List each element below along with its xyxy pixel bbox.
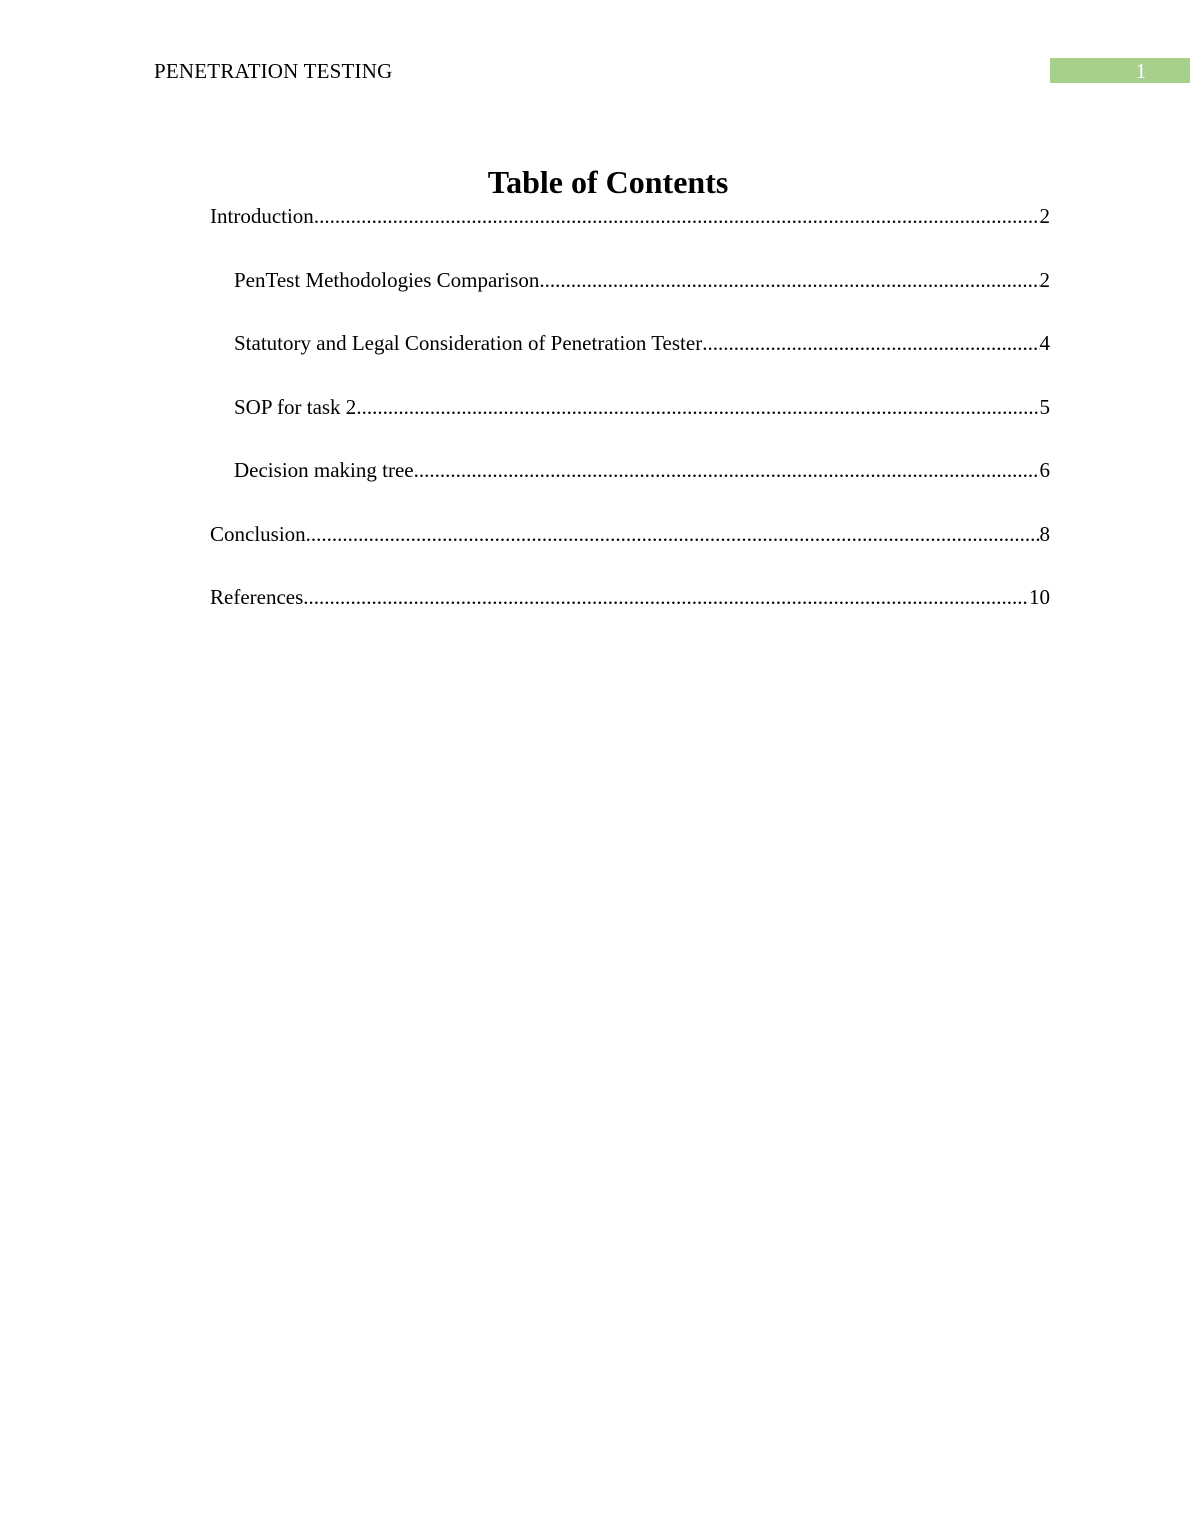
toc-entry-statutory-legal[interactable]	[210, 327, 1050, 391]
toc-entry-conclusion[interactable]	[210, 518, 1050, 582]
toc-entry-label: SOP for task 2	[234, 394, 357, 419]
toc-entry-label: PenTest Methodologies Comparison	[234, 267, 540, 292]
toc-dot-leader	[303, 581, 1029, 613]
toc-dot-leader	[306, 518, 1040, 550]
toc-dot-leader	[414, 454, 1040, 486]
toc-entry-introduction[interactable]	[210, 200, 1050, 264]
toc-entry-page: 6	[1039, 458, 1050, 482]
toc-title: Table of Contents	[487, 164, 729, 200]
toc-entry-page: 2	[1039, 204, 1050, 228]
toc-dot-leader	[356, 391, 1039, 423]
toc-entry-label: Statutory and Legal Consideration of Penetration Tester	[234, 331, 703, 355]
toc-entry-references[interactable]	[210, 581, 1050, 645]
toc-entry-label: Introduction	[210, 204, 314, 228]
toc-entry-page: 8	[1039, 521, 1050, 546]
toc-entry-page: 2	[1039, 267, 1050, 292]
toc-dot-leader	[539, 264, 1039, 296]
toc-entry-page: 10	[1029, 585, 1050, 609]
page-number: 1	[1135, 59, 1147, 83]
toc-list	[210, 200, 1050, 645]
toc-entry-label: Decision making tree	[234, 458, 414, 482]
toc-entry-pentest-methodologies[interactable]	[210, 264, 1050, 328]
toc-dot-leader	[702, 327, 1039, 359]
toc-dot-leader	[314, 200, 1040, 232]
toc-entry-label: References	[210, 585, 304, 609]
running-head: PENETRATION TESTING	[154, 59, 393, 83]
page-number-box	[1050, 58, 1190, 83]
toc-entry-page: 4	[1039, 331, 1050, 355]
toc-entry-label: Conclusion	[210, 521, 306, 546]
toc-entry-page: 5	[1039, 394, 1050, 419]
toc-entry-sop-task-2[interactable]	[210, 391, 1050, 455]
toc-entry-decision-tree[interactable]	[210, 454, 1050, 518]
